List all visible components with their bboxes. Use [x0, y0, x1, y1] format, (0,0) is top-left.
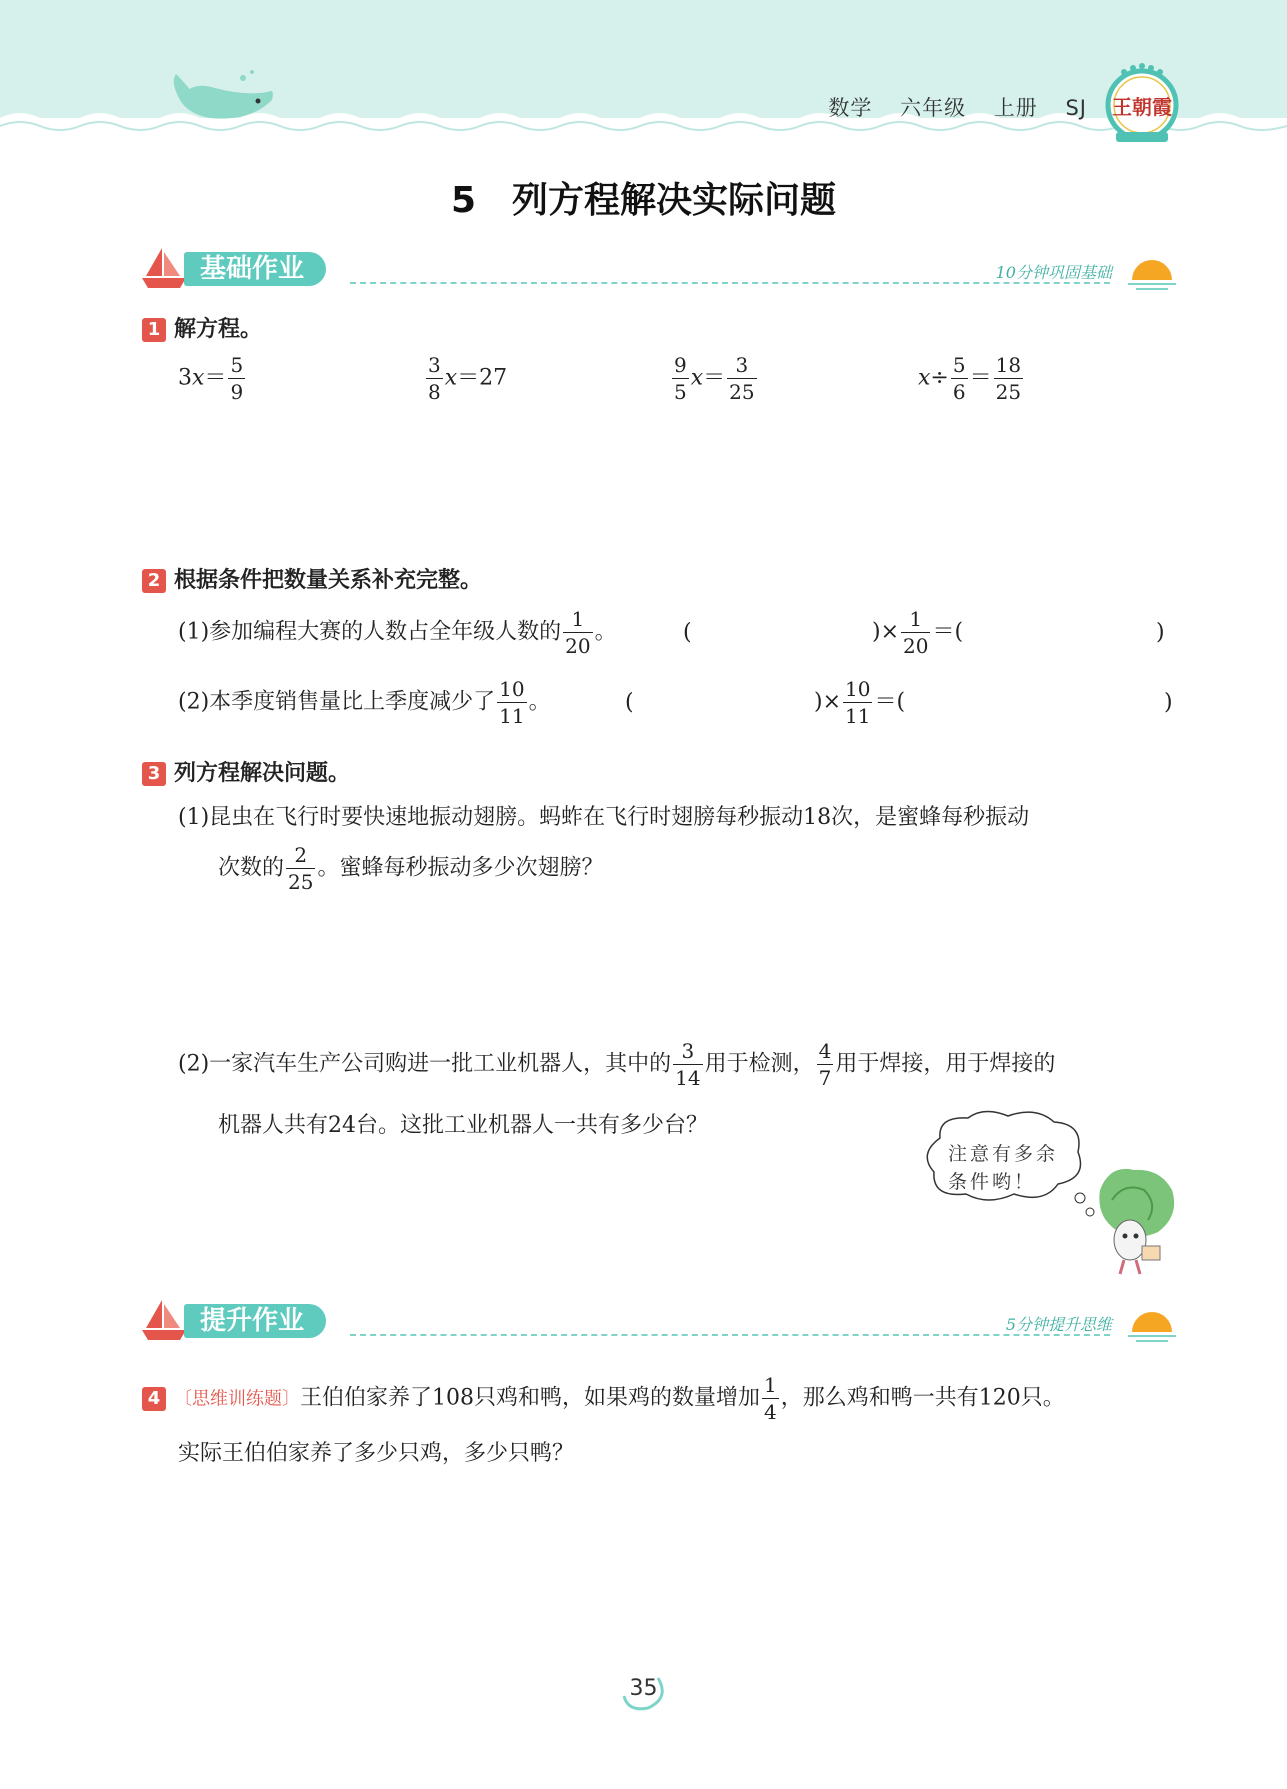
times-sign: × [880, 619, 900, 645]
question-4-stem: 王伯伯家养了108只鸡和鸭，如果鸡的数量增加 [300, 1385, 760, 1411]
q2-item-2-fraction: $\frac{10}{11}$ [499, 677, 525, 728]
blank-a-close: ) [814, 689, 823, 715]
section-divider [350, 1334, 1110, 1336]
q3-p2-line1 [178, 1038, 1055, 1091]
question-3-heading [142, 756, 350, 787]
eq3-fraction-right: $\frac{3}{25}$ [729, 353, 755, 404]
eq4-fraction-left: $\frac{5}{6}$ [952, 353, 966, 404]
question-1-heading [142, 312, 262, 343]
q2-item-1-formula [872, 606, 963, 659]
equals-open-paren: ＝( [874, 689, 906, 715]
question-4-line2: 实际王伯伯家养了多少只鸡，多少只鸭？ [178, 1441, 575, 1466]
question-number: 2 [142, 569, 166, 593]
q2-item-2-text [178, 676, 551, 729]
question-3-text: 列方程解决问题。 [174, 761, 351, 786]
q3-p2-line2: 机器人共有24台。这批工业机器人一共有多少台？ [218, 1113, 708, 1138]
page-title: 5 列方程解决实际问题 [450, 180, 837, 221]
eq2-fraction: $\frac{3}{8}$ [428, 353, 441, 404]
equation-3 [670, 352, 759, 405]
question-number: 1 [142, 318, 166, 342]
blank-a-close: ) [872, 619, 881, 645]
times-sign: × [822, 689, 842, 715]
question-1-text: 解方程。 [174, 317, 263, 342]
eq4-var: x [918, 365, 931, 391]
eq4-equals: ＝ [969, 365, 992, 391]
page-number [0, 1676, 1287, 1701]
eq1-equals: ＝ [204, 365, 227, 391]
header-edition: SJ [1065, 96, 1087, 120]
header-meta [808, 92, 1087, 122]
section-basic-label: 基础作业 [184, 252, 326, 286]
q2-item-1-formula-fraction: $\frac{1}{20}$ [903, 607, 929, 658]
q2-item-2-blank-a-open: ( [625, 690, 634, 715]
q2-item-2-blank-b-close: ) [1164, 690, 1173, 715]
hint-line-2: 条件哟！ [948, 1171, 1037, 1193]
question-4-fraction: $\frac{1}{4}$ [764, 1373, 777, 1424]
header-subject: 数学 [828, 96, 873, 120]
q2-item-1-period: 。 [594, 619, 617, 645]
section-advanced-note: 5分钟提升思维 [1005, 1315, 1112, 1334]
header-wave-band [0, 0, 1287, 150]
header-grade: 六年级 [900, 96, 967, 120]
q2-item-1-stem: (1)参加编程大赛的人数占全年级人数的 [178, 619, 562, 645]
section-basic-header [140, 246, 1180, 296]
eq1-var: x [192, 365, 205, 391]
eq1-fraction: $\frac{5}{9}$ [230, 353, 244, 404]
header-volume: 上册 [993, 96, 1038, 120]
q2-item-2-stem: (2)本季度销售量比上季度减少了 [178, 689, 496, 715]
q2-item-1-blank-a-open: ( [683, 620, 692, 645]
q3-p1-fraction: $\frac{2}{25}$ [288, 843, 314, 894]
cabbage-mascot-icon [1060, 1160, 1180, 1280]
q3-p2-fraction-1: $\frac{3}{14}$ [675, 1039, 701, 1090]
eq3-var: x [690, 365, 704, 391]
brand-logo-text: 王朝霞 [1112, 95, 1172, 119]
q3-p1-line1: (1)昆虫在飞行时要快速地振动翅膀。蚂蚱在飞行时翅膀每秒振动18次，是蜜蜂每秒振动 [178, 805, 1030, 830]
eq2-rhs: ＝27 [457, 365, 508, 391]
q3-p1-line2 [218, 842, 603, 895]
eq3-fraction-left: $\frac{9}{5}$ [674, 353, 687, 404]
section-advanced-header [140, 1298, 1180, 1348]
eq1-coef: 3 [178, 365, 192, 391]
q2-item-1-blank-b-close: ) [1156, 620, 1165, 645]
question-2-heading [142, 563, 482, 594]
brand-logo [1102, 60, 1182, 150]
hint-line-1: 注意有多余 [948, 1143, 1059, 1165]
q3-p2-mid: 用于检测， [704, 1051, 815, 1077]
q3-p1-question: 。蜜蜂每秒振动多少次翅膀？ [317, 855, 604, 881]
q2-item-1-text [178, 606, 617, 659]
sunset-icon [1124, 252, 1180, 292]
equation-1 [178, 352, 247, 405]
q2-item-2-period: 。 [528, 689, 551, 715]
q2-item-2-formula [814, 676, 905, 729]
question-number: 3 [142, 762, 166, 786]
question-4-tag: 〔思维训练题〕 [174, 1388, 300, 1410]
section-basic-note: 10分钟巩固基础 [995, 263, 1112, 282]
hint-bubble-text [948, 1140, 1058, 1196]
question-4-line1 [142, 1372, 1065, 1425]
question-4-end: ，那么鸡和鸭一共有120只。 [780, 1385, 1065, 1411]
equation-2 [424, 352, 507, 405]
q2-item-2-formula-fraction: $\frac{10}{11}$ [845, 677, 871, 728]
q3-p2-fraction-2: $\frac{4}{7}$ [818, 1039, 832, 1090]
eq3-equals: ＝ [703, 365, 726, 391]
eq4-fraction-right: $\frac{18}{25}$ [995, 353, 1022, 404]
sailboat-icon [140, 246, 188, 290]
equation-4 [918, 352, 1025, 405]
page-number-text: 35 [629, 1676, 658, 1701]
eq4-divide: ÷ [930, 365, 949, 391]
question-number: 4 [142, 1387, 166, 1411]
question-2-text: 根据条件把数量关系补充完整。 [174, 568, 483, 593]
q3-p2-end: 用于焊接，用于焊接的 [835, 1051, 1056, 1077]
section-advanced-label: 提升作业 [184, 1304, 326, 1338]
sailboat-icon [140, 1298, 188, 1342]
sunset-icon [1124, 1304, 1180, 1344]
q2-item-1-fraction: $\frac{1}{20}$ [565, 607, 591, 658]
q3-p1-stem: 次数的 [218, 855, 285, 881]
q3-p2-stem: (2)一家汽车生产公司购进一批工业机器人，其中的 [178, 1051, 672, 1077]
eq2-var: x [444, 365, 458, 391]
equals-open-paren: ＝( [932, 619, 964, 645]
